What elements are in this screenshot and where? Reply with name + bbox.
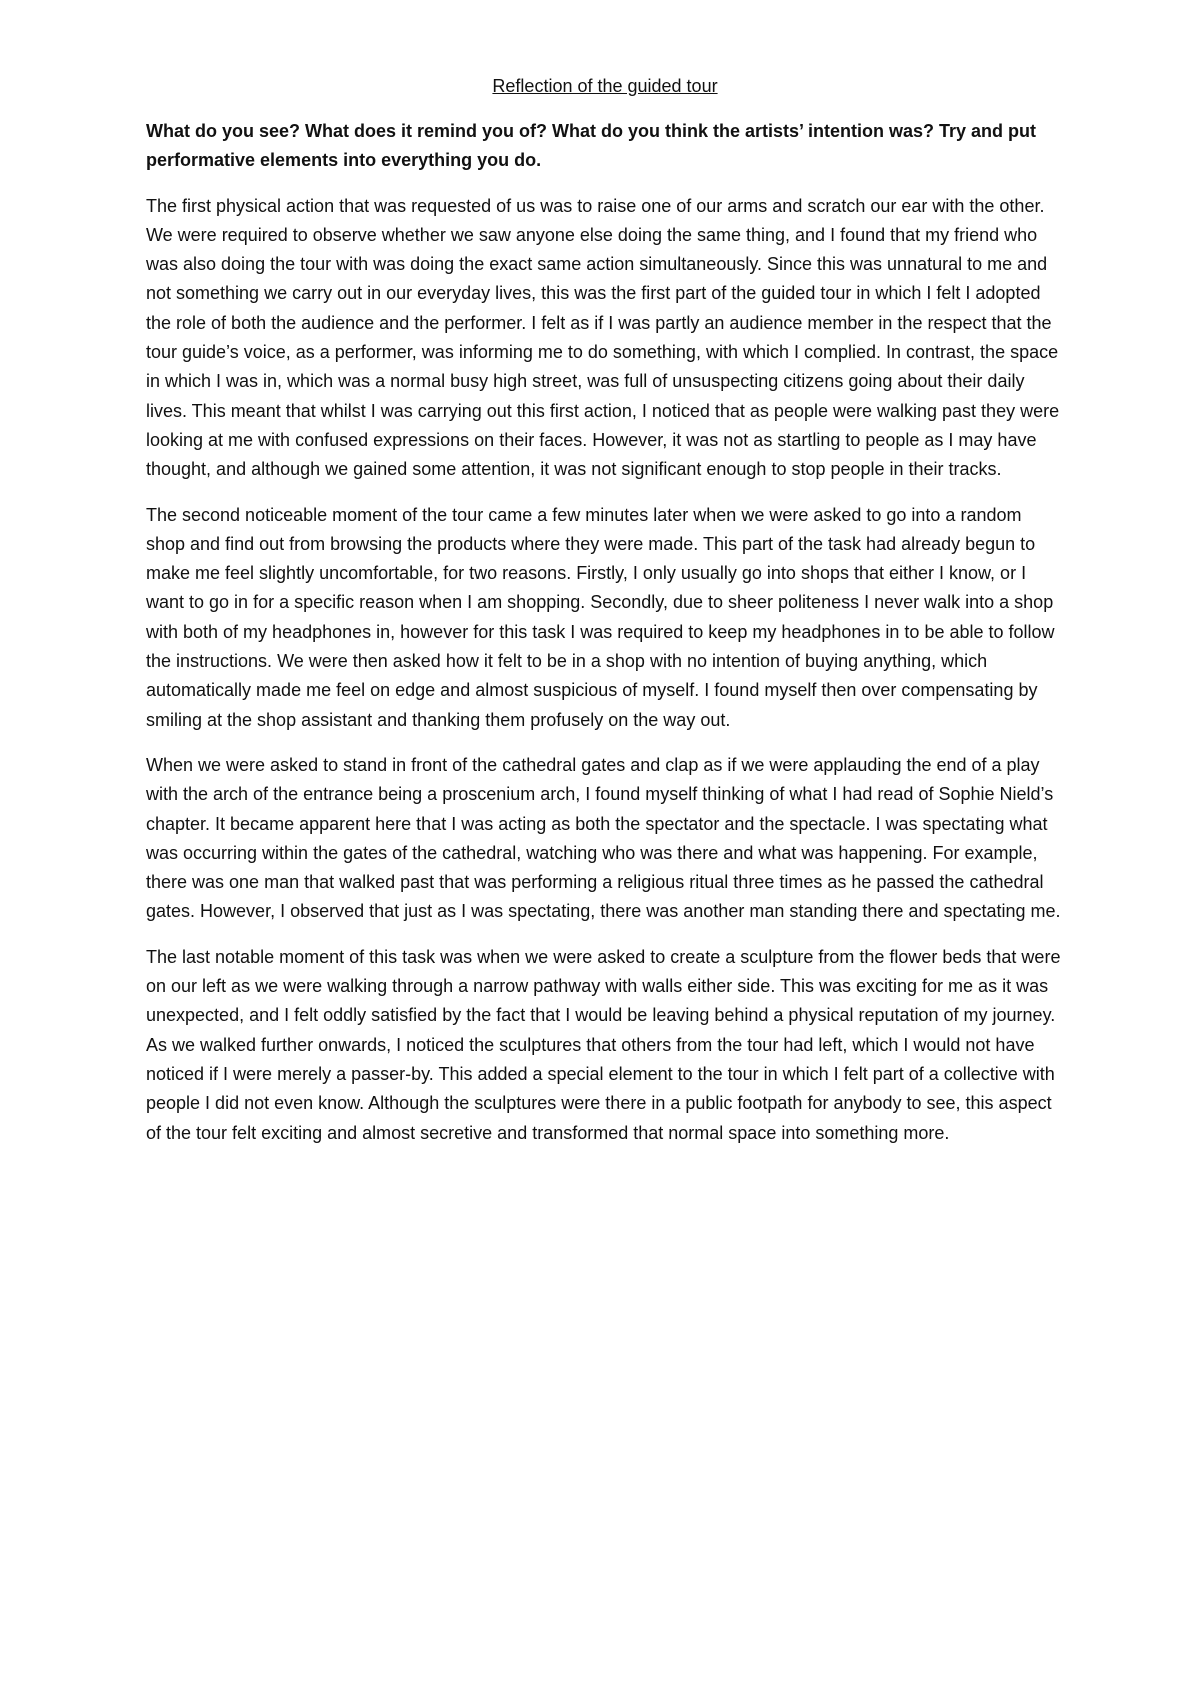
paragraph-shop-visit: The second noticeable moment of the tour came a few minutes later when we were asked to go into a random shop and find out from browsing the products where they were made. This part of the task had already begun to make me feel slightly uncomfortable, for two reasons. Firstly, I only usually go into shops that either I know, or I want to go in for a specific reason when I am shopping. Secondly, due to sheer politeness I never walk into a shop with both of my headphones in, however for this task I was required to keep my headphones in to be able to follow the instructions. We were then asked how it felt to be in a shop with no intention of buying anything, which automatically made me feel on edge and almost suspicious of myself. I found myself then over compensating by smiling at the shop assistant and thanking them profusely on the way out. <box>146 504 1055 730</box>
document-body <box>146 72 1064 1164</box>
paragraph-first-action: The first physical action that was requested of us was to raise one of our arms and scratch our ear with the other. We were required to observe whether we saw anyone else doing the same thing, and I found that my friend who was also doing the tour with was doing the exact same action simultaneously. Since this was unnatural to me and not something we carry out in our everyday lives, this was the first part of the guided tour in which I felt I adopted the role of both the audience and the performer. I felt as if I was partly an audience member in the respect that the tour guide’s voice, as a performer, was informing me to do something, with which I complied. In contrast, the space in which I was in, which was a normal busy high street, was full of unsuspecting citizens going about their daily lives. This meant that whilst I was carrying out this first action, I noticed that as people were walking past they were looking at me with confused expressions on their faces. However, it was not as startling to people as I may have thought, and although we gained some attention, it was not significant enough to stop people in their tracks. <box>146 195 1060 480</box>
paragraph-cathedral-gates: When we were asked to stand in front of the cathedral gates and clap as if we were applauding the end of a play with the arch of the entrance being a proscenium arch, I found myself thinking of what I had read of Sophie Nield’s chapter. It became apparent here that I was acting as both the spectator and the spectacle. I was spectating what was occurring within the gates of the cathedral, watching who was there and what was happening. For example, there was one man that walked past that was performing a religious ritual three times as he passed the cathedral gates. However, I observed that just as I was spectating, there was another man standing there and spectating me. <box>146 754 1061 922</box>
document-title: Reflection of the guided tour <box>492 76 718 96</box>
paragraph-sculpture: The last notable moment of this task was when we were asked to create a sculpture from the flower beds that were on our left as we were walking through a narrow pathway with walls either side. This was exciting for me as it was unexpected, and I felt oddly satisfied by the fact that I would be leaving behind a physical reputation of my journey. As we walked further onwards, I noticed the sculptures that others from the tour had left, which I would not have noticed if I were merely a passer-by. This added a special element to the tour in which I felt part of a collective with people I did not even know. Although the sculptures were there in a public footpath for anybody to see, this aspect of the tour felt exciting and almost secretive and transformed that normal space into something more. <box>146 946 1061 1143</box>
prompt-question: What do you see? What does it remind you of? What do you think the artists’ intention was? Try and put performative elements into everything you do. <box>146 121 1037 171</box>
